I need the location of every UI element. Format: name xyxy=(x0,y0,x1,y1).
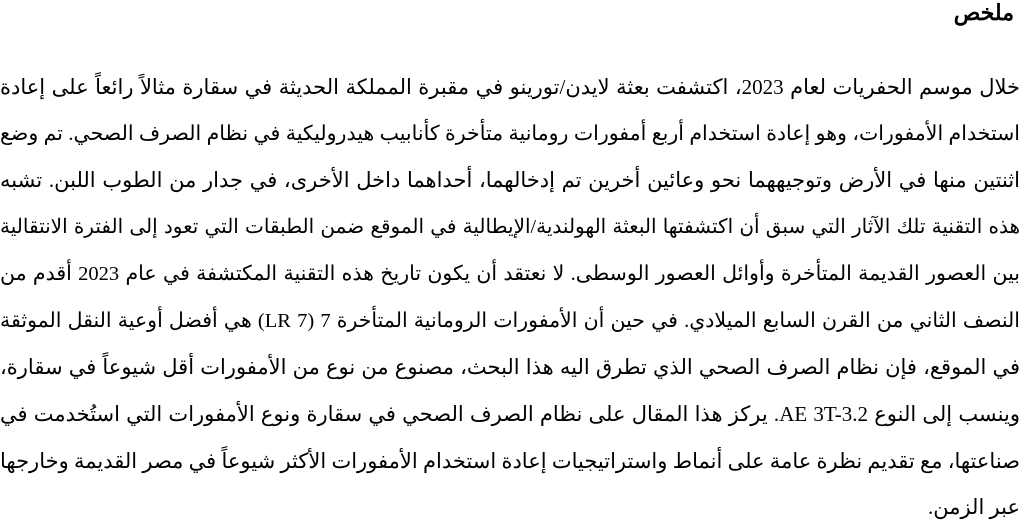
abstract-line: وينسب إلى النوع AE 3T-3.2. يركز هذا المقال على نظام الصرف الصحي في سقارة ونوع الأمفورات التي استُخدمت في xyxy=(0,401,1020,426)
abstract-line: استخدام الأمفورات، وهو إعادة استخدام أربع أمفورات رومانية متأخرة كأنابيب هيدروليكية في نظام الصرف الصحي. تم وضع xyxy=(0,122,1020,145)
abstract-line-last: عبر الزمن. xyxy=(927,495,1020,520)
abstract-line: هذه التقنية تلك الآثار التي سبق أن اكتشفتها البعثة الهولندية/الإيطالية في الموقع ضمن الطبقات التي تعود إلى الفترة الانتقالية xyxy=(0,216,1020,239)
abstract-line: صناعتها، مع تقديم نظرة عامة على أنماط واستراتيجيات إعادة استخدام الأمفورات الأكثر شيوعاً في مصر القديمة وخارجها xyxy=(0,448,1020,473)
abstract-line: بين العصور القديمة المتأخرة وأوائل العصور الوسطى. لا نعتقد أن يكون تاريخ هذه التقنية المكتشفة في عام 2023 أقدم من xyxy=(0,262,1020,285)
abstract-heading: ملخص xyxy=(953,0,1014,25)
abstract-line: النصف الثاني من القرن السابع الميلادي. في حين أن الأمفورات الرومانية المتأخرة 7 (LR 7) هي أفضل أوعية النقل الموثقة xyxy=(0,309,1020,332)
abstract-body xyxy=(0,64,1020,531)
abstract-line: خلال موسم الحفريات لعام 2023، اكتشفت بعثة لايدن/تورينو في مقبرة المملكة الحديثة في سقارة مثالاً رائعاً على إعادة xyxy=(0,75,1020,99)
abstract-line: اثنتين منها في الأرض وتوجيههما نحو وعائين أخرين تم إدخالهما، أحداهما داخل الأخرى، في جدار من الطوب اللبن. تشبه xyxy=(0,168,1020,193)
abstract-line: في الموقع، فإن نظام الصرف الصحي الذي تطرق اليه هذا البحث، مصنوع من نوع من الأمفورات أقل شيوعاً في سقارة، xyxy=(0,355,1020,380)
